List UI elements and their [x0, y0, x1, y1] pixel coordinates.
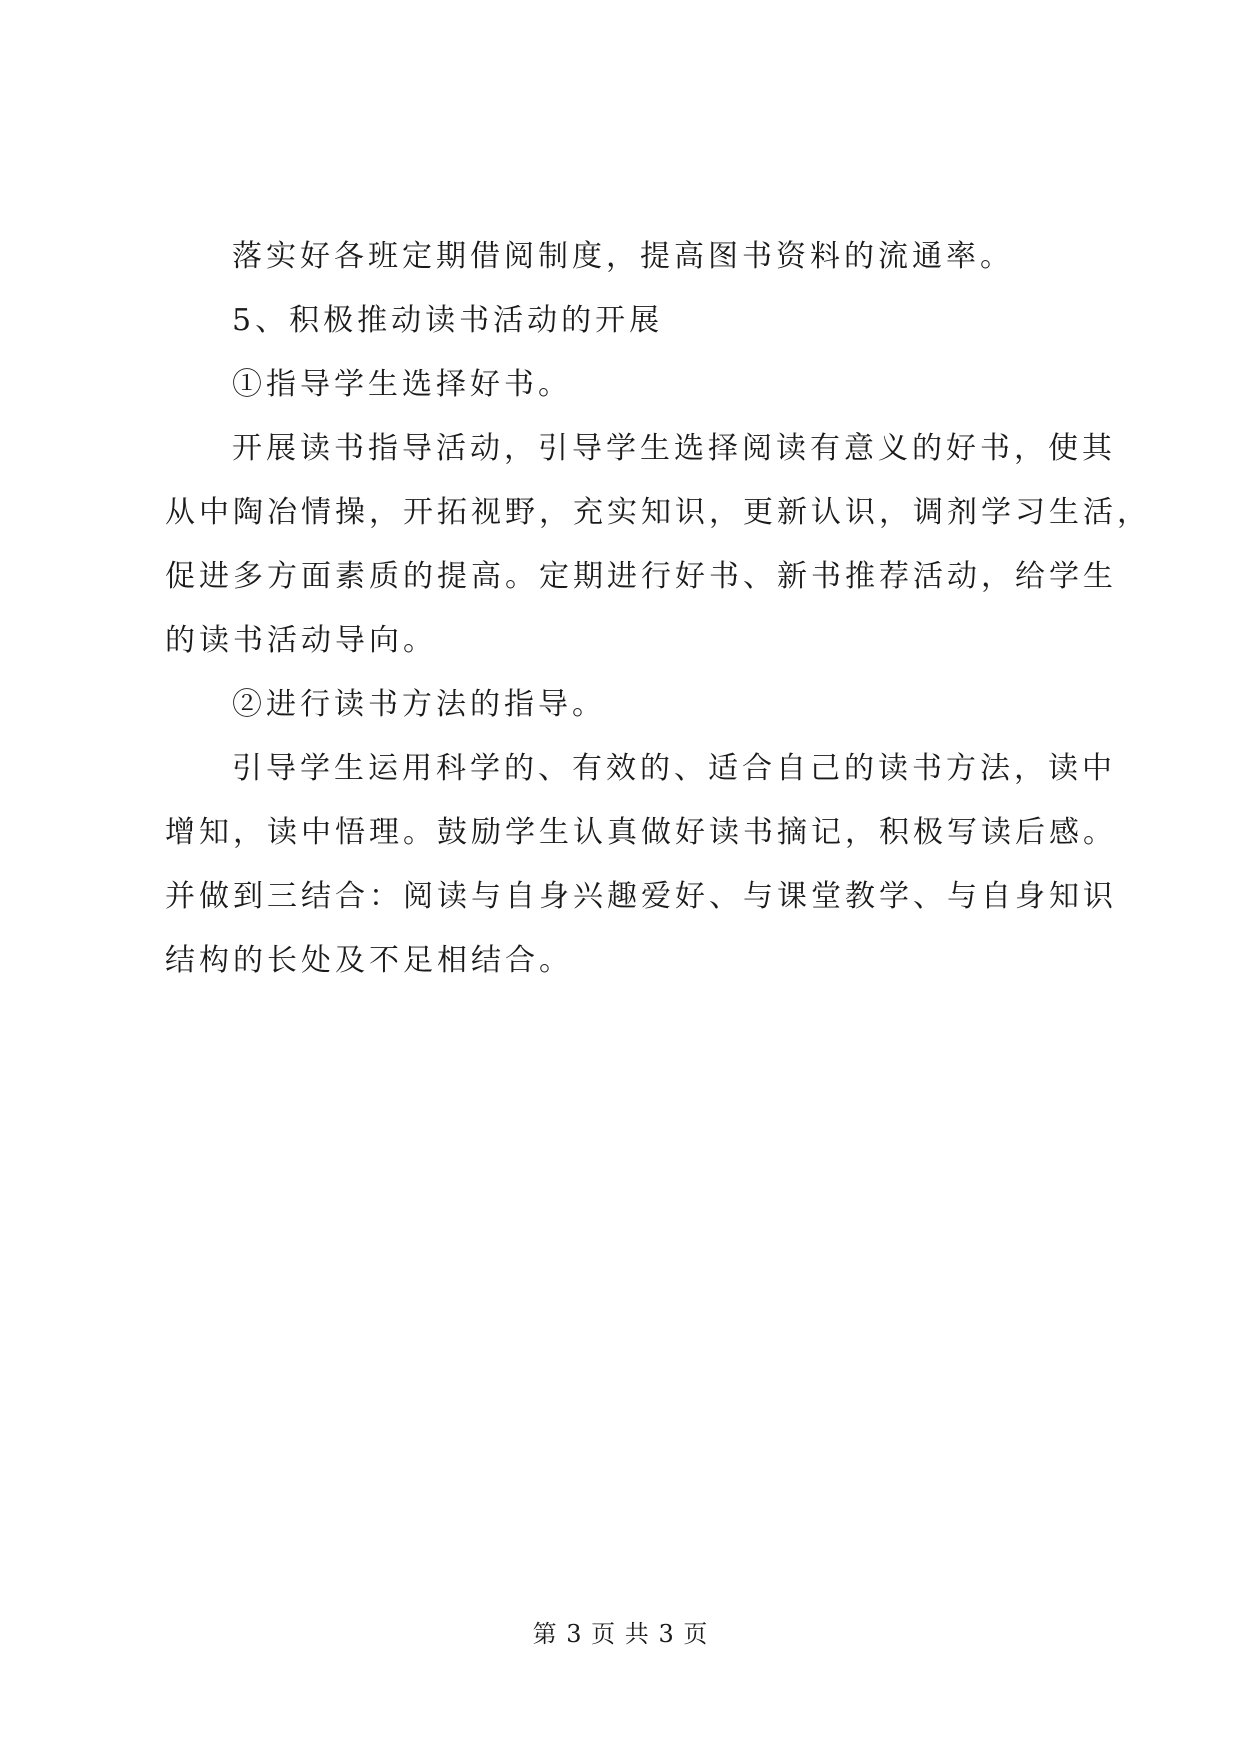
subheading: ①指导学生选择好书。 [232, 367, 572, 402]
paragraph-line: 从中陶冶情操，开拓视野，充实知识，更新认识，调剂学习生活， [165, 495, 1151, 530]
paragraph-line: 开展读书指导活动，引导学生选择阅读有意义的好书，使其 [232, 431, 1116, 466]
paragraph-line: 结构的长处及不足相结合。 [165, 943, 573, 978]
paragraph-line: 引导学生运用科学的、有效的、适合自己的读书方法，读中 [232, 751, 1116, 786]
subheading: ②进行读书方法的指导。 [232, 687, 606, 722]
paragraph-line: 落实好各班定期借阅制度，提高图书资料的流通率。 [232, 239, 1014, 274]
paragraph-line: 促进多方面素质的提高。定期进行好书、新书推荐活动，给学生 [165, 559, 1117, 594]
section-heading: 5、积极推动读书活动的开展 [232, 303, 664, 338]
paragraph-line: 增知，读中悟理。鼓励学生认真做好读书摘记，积极写读后感。 [165, 815, 1117, 850]
page-number-footer: 第 3 页 共 3 页 [532, 1620, 709, 1648]
paragraph-line: 的读书活动导向。 [165, 623, 437, 658]
paragraph-line: 并做到三结合：阅读与自身兴趣爱好、与课堂教学、与自身知识 [165, 879, 1117, 914]
